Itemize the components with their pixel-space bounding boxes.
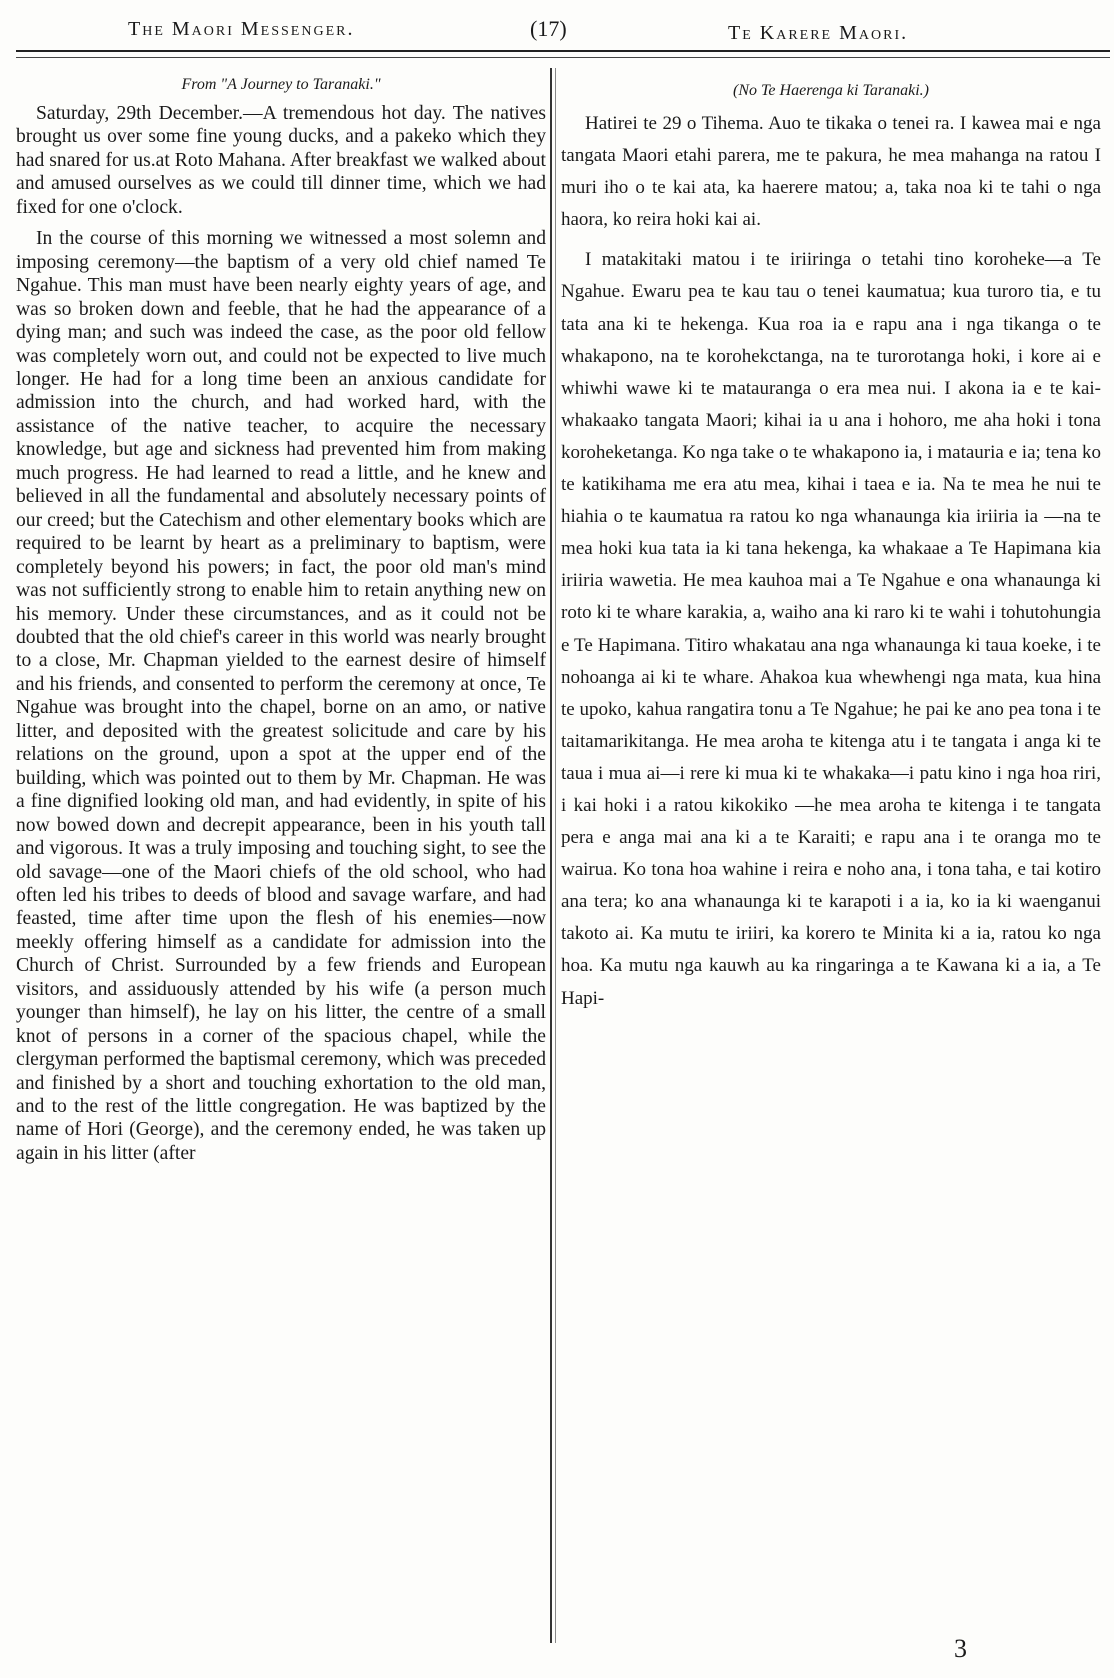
maori-paragraph-2: I matakitaki matou i te iriiringa o tetahi tino koroheke—a Te Ngahue. Ewaru pea te kau tau o tenei kaumatua; kua turoro tia, e tu tata ana ki te hekenga. Kua roa ia e rapu ana i nga tikanga o te whakapono, na te korohekctanga, na te turorotanga hoki, i kore ai e whiwhi wawe ki te matauranga o era mea nui. I akona ia e te kai-whakaako tangata Maori; kihai ia u ana i hohoro, me aha hoki i tona koroheketanga. Ko nga take o te whakapono ia, i matauria e ia; tena ko te katikihama me era atu mea, kihai i taea e ia. Na te mea he nui te hiahia o te kaumatua ra ratou ko nga whanaunga kia iriiria ia —na te mea hoki kua tata ia ki tana hekenga, ka whakaae a Te Hapimana kia iriiria wawetia. He mea kauhoa mai a Te Ngahue e ona whanaunga ki roto ki te whare karakia, a, waiho ana ki raro ki te wahi i tohutohungia e Te Hapimana. Titiro whakatau ana nga whanaunga ki taua koeke, i te nohoanga ai ki te whare. Ahakoa kua whewhengi nga mata, kua hina te upoko, kahua rangatira tonu a Te Ngahue; he pai ke ano pea tona i te taitamarikitanga. He mea aroha te kitenga atu i te tangata i anga ki te taua i mua ai—i rere ki mua ki te whakaka—i patu kino i nga hoa riri, i kai hoki i a ratou kikokiko —he mea aroha te kitenga i te tangata pera e anga mai ana ki a te Karaiti; e rapu ana i te oranga mo te wairua. Ko tona hoa wahine i reira e noho ana, i tona taha, e tai kotiro ana tera; ko ana whanaunga ki te karapoti i a ia, ko ia ki waenganui takoto ai. Ka mutu te iriiri, ka korero te Minita ki a ia, ratou ko nga hoa. Ka mutu nga kauwh au ka ringaringa a te Kawana ki a ia, a Te Hapi- [561, 249, 1101, 1009]
maori-column [561, 80, 1101, 1023]
header-rule-thin [16, 57, 1110, 58]
maori-source-line: (No Te Haerenga ki Taranaki.) [733, 82, 929, 99]
english-source-line: From "A Journey to Taranaki." [181, 76, 381, 93]
english-title: The Maori Messenger. [128, 18, 355, 40]
english-paragraph-1: Saturday, 29th December.—A tremendous hot day. The natives brought us over some fine young ducks, and a pakeko which they had snared for us.at Roto Mahana. After breakfast we walked about and amused ourselves as we could till dinner time, which we had fixed for one o'clock. [16, 103, 546, 218]
column-divider [550, 68, 552, 1643]
page-number: (17) [530, 16, 567, 41]
english-column [16, 74, 546, 1173]
english-paragraph-2: In the course of this morning we witnessed a most solemn and imposing ceremony—the baptism of a very old chief named Te Ngahue. This man must have been nearly eighty years of age, and was so broken down and feeble, that he had the appearance of a dying man; and such was indeed the case, as the poor old fellow was completely worn out, and could not be expected to live much longer. He had for a long time been an anxious candidate for admission into the church, and had worked hard, with the assistance of the native teacher, to acquire the necessary knowledge, but age and sickness had prevented him from making much progress. He had learned to read a little, and he knew and believed in all the fundamental and absolutely necessary points of our creed; but the Catechism and other elementary books which are required to be learnt by heart as a preliminary to baptism, were completely beyond his powers; in fact, the poor old man's mind was not sufficiently strong to enable him to retain anything new on his memory. Under these circumstances, and as it could not be doubted that the old chief's career in this world was nearly brought to a close, Mr. Chapman yielded to the earnest desire of himself and his friends, and consented to perform the ceremony at once, Te Ngahue was brought into the chapel, borne on an amo, or native litter, and deposited with the greatest solicitude and care by his relations on the ground, upon a spot at the upper end of the building, which was pointed out to them by Mr. Chapman. He was a fine dignified looking old man, and had evidently, in spite of his now bowed down and decrepit appearance, been in his youth tall and vigorous. It was a truly imposing and touching sight, to see the old savage—one of the Maori chiefs of the old school, who had often led his tribes to deeds of blood and savage warfare, and had feasted, time after time upon the flesh of his enemies—now meekly offering himself as a candidate for admission into the Church of Christ. Surrounded by a few friends and European visitors, and assiduously attended by his wife (a person much younger than himself), he lay on his litter, the centre of a small knot of persons in a corner of the spacious chapel, while the clergyman performed the baptismal ceremony, which was preceded and finished by a short and touching exhortation to the old man, and to the rest of the little congregation. He was baptized by the name of Hori (George), and the ceremony ended, he was taken up again in his litter (after [16, 228, 546, 1164]
signature-mark: 3 [954, 1634, 967, 1663]
maori-paragraph-1: Hatirei te 29 o Tihema. Auo te tikaka o tenei ra. I kawea mai e nga tangata Maori etahi parera, me te pakura, he mea mahanga na ratou I muri iho o te kai ata, ka haerere matou; a, taka noa ki te tahi o nga haora, ko reira hoki kai ai. [561, 113, 1101, 231]
column-divider-thin [555, 68, 556, 1643]
maori-title: Te Karere Maori. [728, 22, 909, 44]
header-rule [16, 50, 1110, 52]
